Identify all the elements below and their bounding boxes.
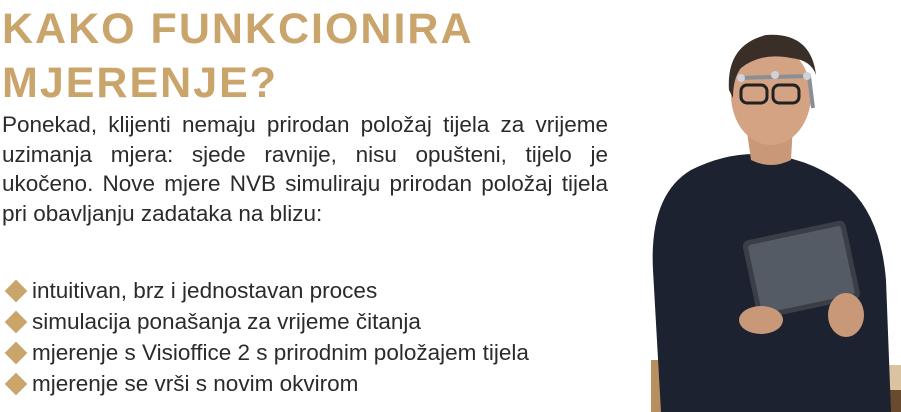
diamond-bullet-icon [5, 279, 28, 302]
intro-paragraph: Ponekad, klijenti nemaju prirodan položaj tijela za vrijeme uzimanja mjera: sjede ravnije, nisu opušteni, tijelo je ukočeno. Nove mjere NVB simuliraju prirodan položaj tijela pri obavljanju zadataka na blizu: [2, 112, 608, 226]
list-item-label: intuitivan, brz i jednostavan proces [32, 277, 378, 303]
diamond-bullet-icon [5, 372, 28, 395]
list-item [2, 368, 529, 399]
diamond-bullet-icon [5, 341, 28, 364]
list-item [2, 337, 529, 368]
page-title [2, 2, 622, 110]
list-item-label: simulacija ponašanja za vrijeme čitanja [32, 308, 421, 334]
list-item [2, 306, 529, 337]
feature-list [2, 275, 529, 399]
title-line-2: MJERENJE? [2, 59, 279, 107]
list-item-label: mjerenje se vrši s novim okvirom [32, 370, 359, 396]
list-item-label: mjerenje s Visioffice 2 s prirodnim položajem tijela [32, 339, 529, 365]
list-item [2, 275, 529, 306]
man-with-tablet-photo [641, 20, 901, 412]
diamond-bullet-icon [5, 310, 28, 333]
title-line-1: KAKO FUNKCIONIRA [2, 5, 474, 53]
